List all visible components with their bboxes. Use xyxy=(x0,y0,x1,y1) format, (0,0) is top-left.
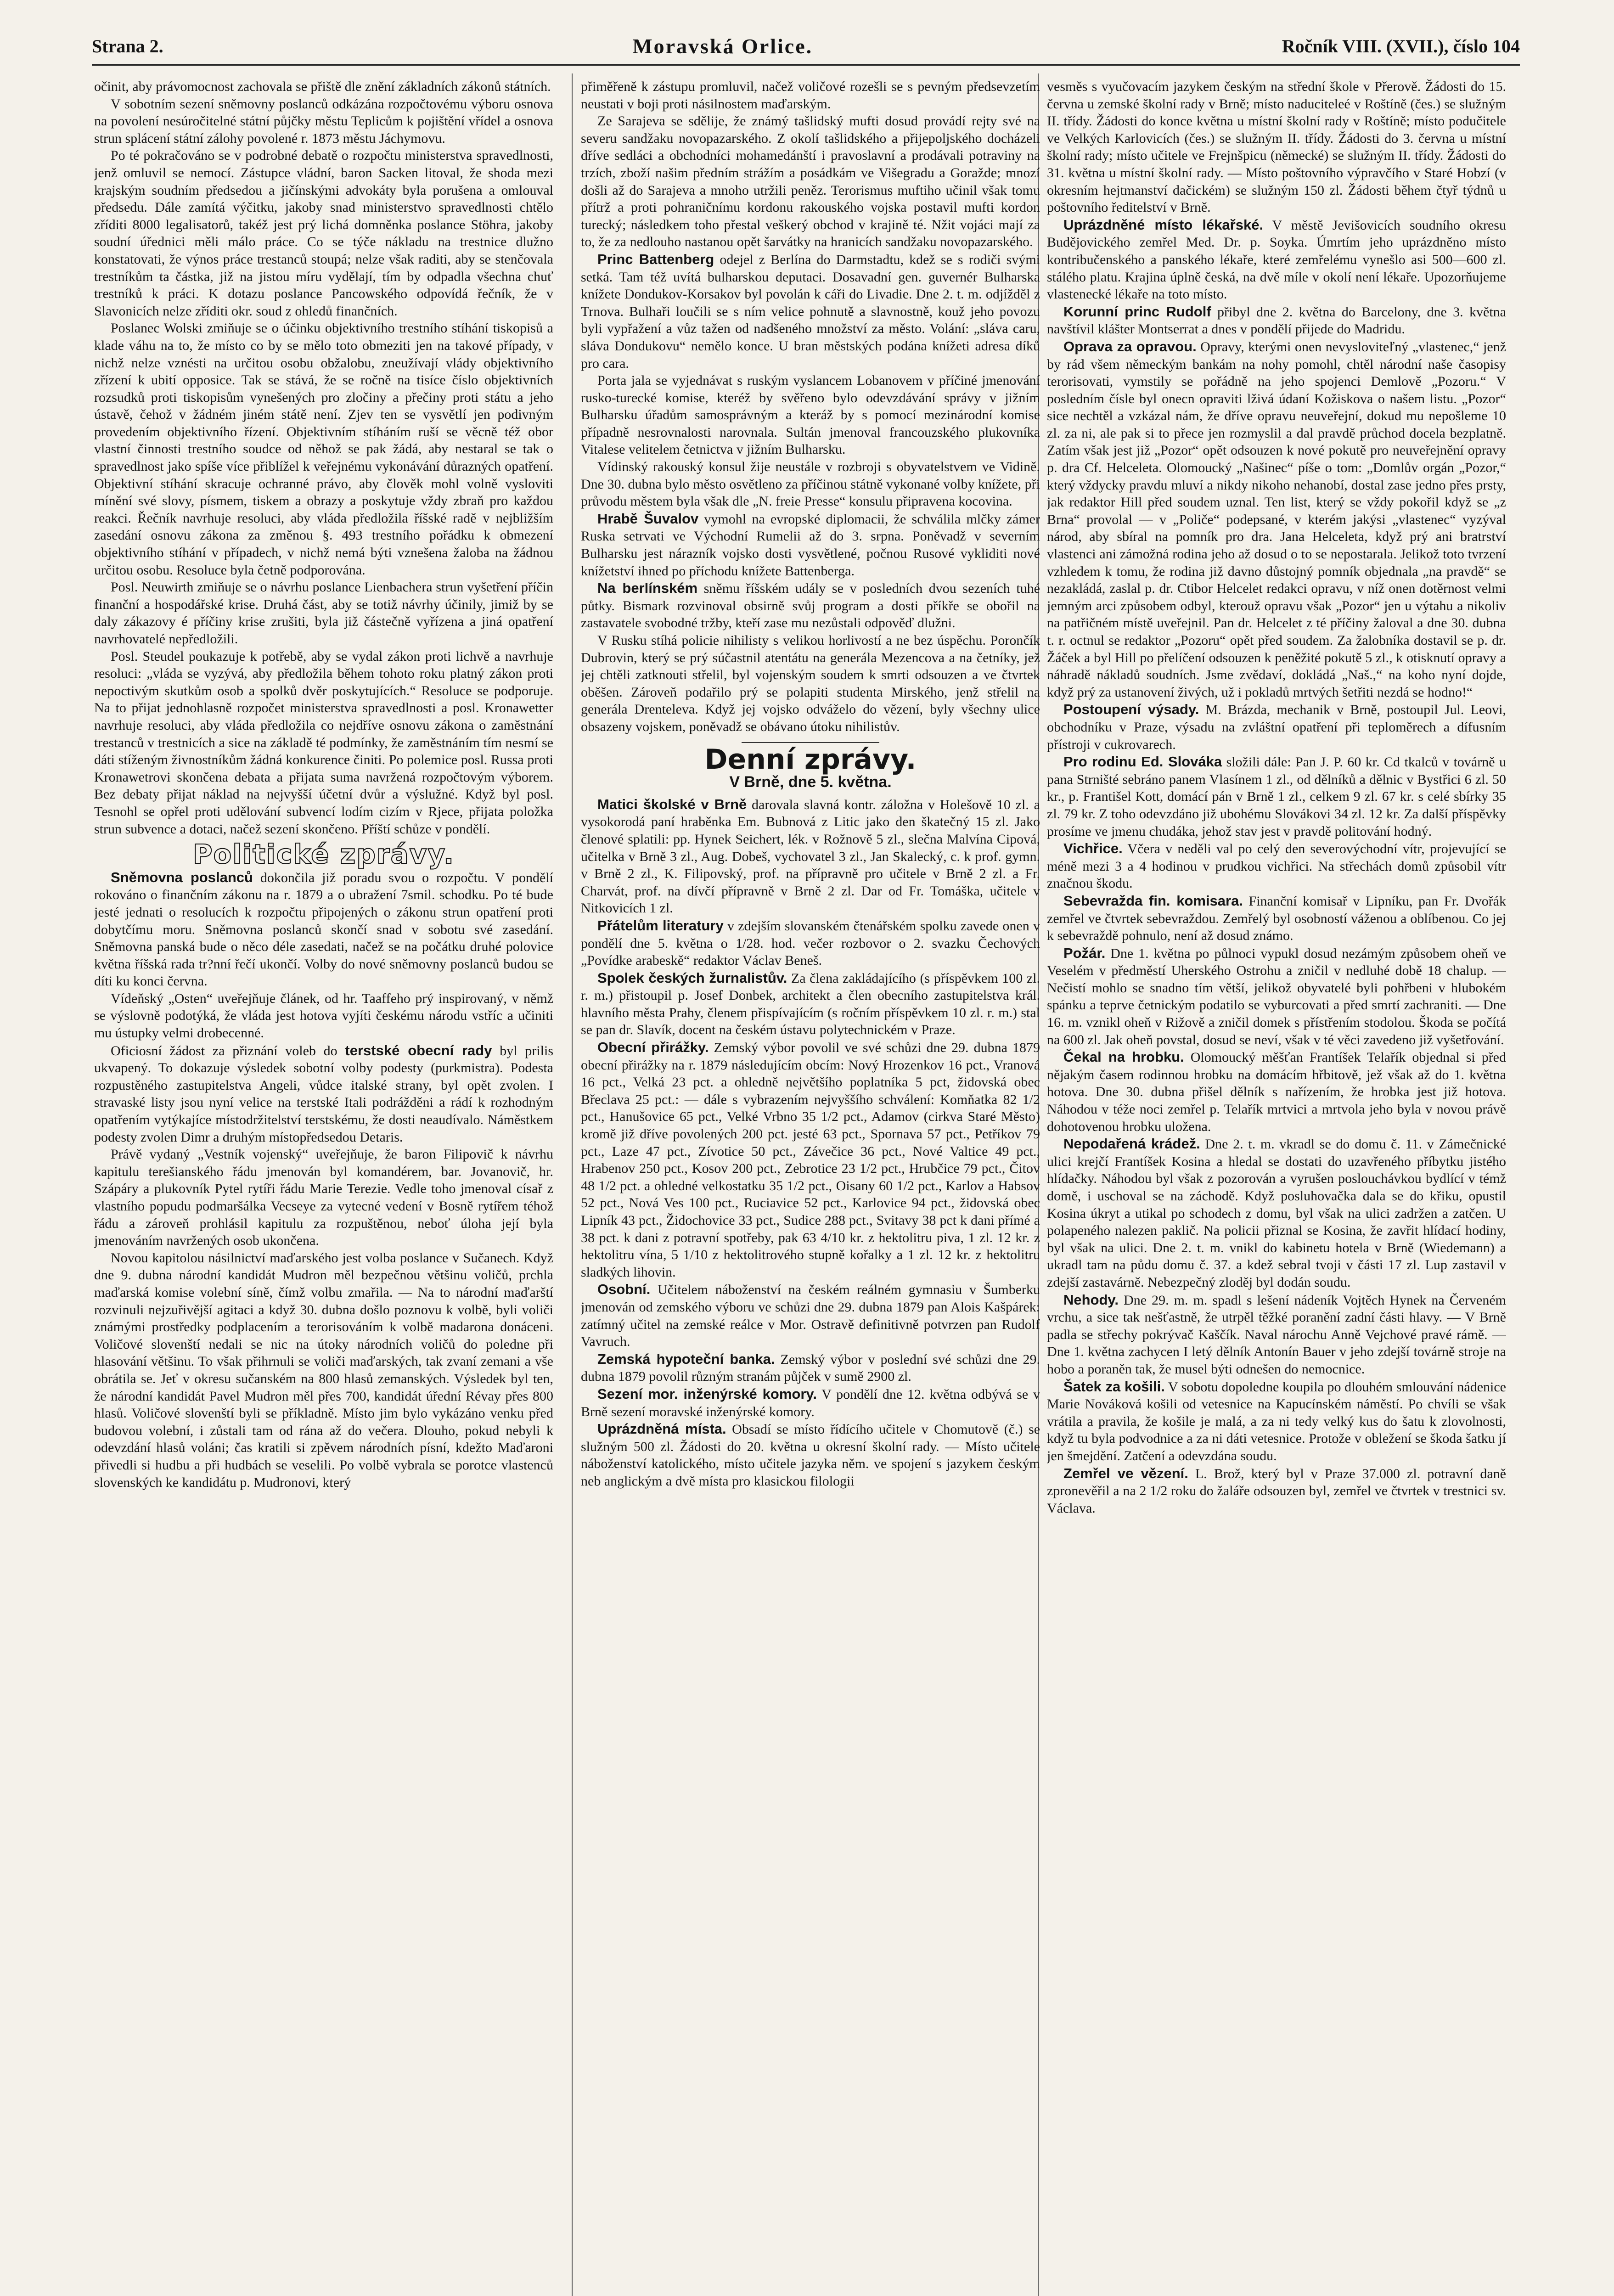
article-text: odejel z Berlína do Darmstadtu, kdež se s rodiči svými setká. Tam též uvítá bulharskou deputaci. Dosavadní gen. guvernér Bulharska knížete Dondukov-Korsakov byl povolán k cáři do Livadie. Dne 2. t. m. odjížděl z Trnova. Bulhaři loučili se s ním velice pohnutě a slavnostně, kouž jeho povozu byli vypřažení a vůz tažen od nadšeného množství za město. Volání: „sláva caru, sláva Dondukovu“ nemělo konce. U bran městských podána knížeti adresa díků pro cara. xyxy=(581,252,1040,371)
article-lead: Vichřice. xyxy=(1063,840,1123,857)
article-lead: Sebevražda fin. komisara. xyxy=(1063,892,1243,909)
article-paragraph: přiměřeně k zástupu promluvil, načež voličové rozešli se s pevným předsevzetím neustati v boji proti násilnostem maďarským. xyxy=(581,79,1040,112)
article-text: sněmu říšském udály se v posledních dvou sezeních tuhé půtky. Bismark rozvinoval obsirně svůj program a dosti příkře se obořil na zastavatele svobodné tržby, kteří zase mu nezůstali odpověď dlužni. xyxy=(581,581,1040,631)
article-text: Včera v neděli val po celý den severovýchodní vítr, projevující se méně mezi 3 a 4 hodinou v prudkou vichřici. Na střechách domů způsobil vítr značnou škodu. xyxy=(1047,841,1506,891)
article-paragraph: Posl. Steudel poukazuje k potřebě, aby se vydal zákon proti lichvě a navrhuje resoluci: „vláda se vyzývá, aby předložila během tohoto roku platný zákon proti nepoctivým skutkům osob a spolků dvěr poskytujících.“ Resoluce se podporuje. Na to přijat jednohlasně rozpočet ministerstva spravedlnosti a posl. Kronawetter navrhuje resoluci, aby vláda předložila co nejdříve osnovu zákona o zaměstnání trestanců v trestnicích a sice na základě té podmínky, že zaměstnáním tím nesmí se dáti stíženým živnostníkům žádná konkurence činiti. Po polemice posl. Russa proti Kronawetrovi skončena debata a přijata suma navržená rozpočtovým výborem. Bez debaty přijat náklad na nejvyšší účetní dvůr a výslužné. Když byl posl. Tesnohl se opřel proti udělování subvencí lodím cizím v Rjece, přijata položka strun subvence a dotaci, načež sezení skončeno. Příští schůze v pondělí. xyxy=(94,648,553,837)
article-text: přibyl dne 2. května do Barcelony, dne 3. května navštívil klášter Montserrat a dnes v pondělí přijede do Madridu. xyxy=(1047,304,1506,337)
article-text: Zemský výbor povolil ve své schůzi dne 29. dubna 1879 obecní přirážky na r. 1879 následujícím obcím: Nový Hrozenkov 16 pct., Vranová 16 pct., Velká 23 pct. a ohledně největšího poplatníka 5 pct, židovská obec Břeclava 25 pct.: — dále s vybrazením nejvyššího schválení: Komňatka 82 1/2 pct., Hanušovice 65 pct., Velké Vrbno 35 1/2 pct., Adamov (cirkva Staré Město) kromě již dříve povolených 200 pct. jesté 63 pct., Spornava 57 pct., Petříkov 79 pct., Laze 47 pct., Zívotice 50 pct., Závečice 36 pct., Nové Valtice 49 pct., Hrabenov 250 pct., Kosov 200 pct., Zebrotice 23 1/2 pct., Hrubčice 79 pct., Čitov 48 1/2 pct. a ohledné velkostatku 35 1/2 pct., Oisany 60 1/2 pct., Karlov a Habsov 52 pct., Nová Ves 100 pct., Ruciavice 52 pct., Karlovice 94 pct., židovská obec Lipník 43 pct., Židochovice 33 pct., Sudice 288 pct., Svitavy 38 pct k dani přímé a 38 pct. k dani z potravní spotřeby, pak 63 4/10 kr. z hektolitru piva, 1 zl. 12 kr. z hektolitru vína, 5 1/10 z hektolitrového stupně kořalky a 1 zl. 12 kr. z hektolitru sladkých lihovin. xyxy=(581,1040,1040,1280)
article-lead: Hrabě Šuvalov xyxy=(597,510,699,527)
article-text: vymohl na evropské diplomacii, že schválila mlčky zámer Ruska setrvati ve Východní Rumelii až do 3. srpna. Poněvadž v severním Bulharsku jest nárazník vojsko dosti vysvětlené, počnou Rusové vykliditi nové knížetství ihned po příchodu knížete Battenberga. xyxy=(581,511,1040,579)
issue-info: Ročník VIII. (XVII.), číslo 104 xyxy=(1282,35,1520,56)
article-text: L. Brož, který byl v Praze 37.000 zl. potravní daně zpronevěřil a na 2 1/2 roku do žaláře odsouzen byl, zemřel ve čtvrtek v trestnici sv. Václava. xyxy=(1047,1466,1506,1516)
article-lead: Postoupení výsady. xyxy=(1063,701,1199,718)
article-lead: Sněmovna poslanců xyxy=(111,869,253,885)
article-text: byl prilis ukvapený. To dokazuje výsledek sobotní volby podesty (purkmistra). Podesta rozpustěného zastupitelstva Angeli, vůdce italské strany, byl opět zvolen. I stravaské listy jsou nyní velice na terstské Itali podrážděni a rádí k rozhodným opatřením vytýkajíce místodržitelství terstskému, že dosti neaudívalo. Náměstkem podesty zvolen Dimr a druhým místopředsedou Detaris. xyxy=(94,1043,553,1145)
article-lead: Přátelům literatury xyxy=(597,917,724,934)
article-text: v zdejším slovanském čtenářském spolku zavede onen v pondělí dne 5. května o 1/28. hod. večer rozbovor o 2. svazku Čechových „Povídke arabeskě“ redaktor Václav Beneš. xyxy=(581,918,1040,968)
article-text: Obsadí se místo řídícího učitele v Chomutově (č.) se služným 500 zl. Žádosti do 20. května u okresní školní rady. — Místo učitele náboženství katolického, místo učitele jazyka něm. ve spojení s jazykem českým neb anglickým a dvě místa pro klasickou filologii xyxy=(581,1422,1040,1489)
article-paragraph: Ze Sarajeva se sdělije, že známý tašlidský mufti dosud provádí rejty své na severu sandžaku novopazarského. Z okolí tašlidského a přijepoljského docházeli dříve sedláci a obchodníci mohamedánští i pravoslavní a prodávali potraviny na trzích, zboží našim předním strážím a posádkám ve Višegradu a Goražde; mnozí došli až do Sarajeva a mnoho utržili peněz. Terorismus muftiho učinil však tomu přítrž a proti pohraničnímu kordonu rakouského vojska postavil mufti kordon turecký; následkem toho přestal veškerý obchod v krajině té. Nžit vojáci mají za to, že za nedlouho nastanou opět šarvátky na hranicích sandžaku novopazarského. xyxy=(581,113,1040,250)
article-text: Finanční komisař v Lipníku, pan Fr. Dvořák zemřel ve čtvrtek sebevraždou. Zemřelý byl osobností váženou a oblíbenou. Co jej k sebevraždě pohnulo, není až dosud známo. xyxy=(1047,893,1506,944)
article-text: V sobotu dopoledne koupila po dlouhém smlouvání nádenice Marie Nováková košili od vetesnice na Kapucínském náměstí. Po chvíli se však vrátila a pravila, že košile je malá, a za ni tedy velký kus do šatu k zlovolnosti, když tu byla podvodnice a za ni dáti vetesnice. Protože v obležení se škoda šatku jí jen šmejdění. Zatčení a odevzdána soudu. xyxy=(1047,1379,1506,1463)
column-3 xyxy=(1047,78,1506,2296)
article-lead: Sezení mor. inženýrské komory. xyxy=(597,1385,817,1402)
article-text: dokončila již poradu svou o rozpočtu. V pondělí rokováno o finančním zákonu na r. 1879 a o ubražení 7smil. schodku. Po té bude jesté jednati o resolucích k rozpočtu připojených o zákonu strun opatření proti dobytčímu moru. Sněmovna poslanců skončí snad v sobotu své zasedání. Sněmovna panská bude o něco déle zasedati, načež se na počátku druhé polovice května říšská rada tr?nní řečí ukončí. Volby do nové sněmovny poslanců budou se díti ku konci června. xyxy=(94,870,553,989)
article-lead: Zemřel ve vězení. xyxy=(1063,1465,1188,1481)
page-header xyxy=(92,28,1520,66)
section-heading-denni: Denní zprávy. xyxy=(704,743,917,776)
article-paragraph: Vídinský rakouský konsul žije neustále v rozbroji s obyvatelstvem ve Vidině. Dne 30. dubna bylo město osvětleno za příčinou státně vykonané volby knížete, při průvodu městem byla však dle „N. freie Presse“ konsulu připravena kocovina. xyxy=(581,459,1040,509)
column-1 xyxy=(94,78,553,2296)
article-lead: Korunní princ Rudolf xyxy=(1063,303,1211,320)
article-lead: Uprázdněná místa. xyxy=(597,1421,726,1437)
article-lead: Matici školské v Brně xyxy=(597,796,747,812)
article-text: Olomoucký měšťan Frantíšek Telařík objednal si před nějakým časem rodinnou hrobku na domácím hřbitově, jež však až do 1. května hotova. Dne 30. dubna přišel dělník s nařízením, že hrobka jest již hotova. Náhodou v téže noci zemřel p. Telařík mrtvici a mrtvola jeho byla v novou právě dohotovenou hrobku uložena. xyxy=(1047,1050,1506,1134)
page-number: Strana 2. xyxy=(92,35,163,56)
column-divider xyxy=(572,73,573,2296)
article-paragraph: Poslanec Wolski zmiňuje se o účinku objektivního trestního stíhání tiskopisů a klade váhu na to, že místo co by se mělo toto obmeziti jen na takové případy, v nichž nelze vznésti na určitou osobu obžalobu, zneužívají vlády objektivního zřízení k ubití opposice. Tak se stává, že se ročně na tisíce číslo objektivních rozsudků proti tiskopisům vynešených pro zločiny a přečiny proti státu a jeho ústavě, čehož v žádném jiném státě není. Zjev ten se vysvětlí jen podivným provedením objektivního řízení. Objektivním stíháním ruší se věcně též obor vlastní činnosti trestního soudce od něhož se pak žádá, aby nestaral se tak o spravedlnost jako spíše více přiblížel k veřejnému vykonávání důrazných opatření. Objektivní stíhání skracuje ochranné právo, aby člověk mohl volně vysloviti mínění své slovy, písmem, tiskem a obrazy a poskytuje vždy zbraň pro každou reakci. Řečník navrhuje resoluci, aby vláda předložila říšské radě v nejbližším zasedání osnovu zákona za změnou §. 493 trestního pořádku k obmezení objektivního stíhání v případech, v nichž nemá býti vznešena žaloba na žádnou určitou osobu. Resoluce byla četně podporována. xyxy=(94,321,553,578)
article-lead: Nepodařená krádež. xyxy=(1063,1136,1200,1152)
article-lead: Na berlínském xyxy=(597,580,698,597)
column-2 xyxy=(581,78,1040,2296)
article-lead: Spolek českých žurnalistův. xyxy=(597,969,787,986)
article-paragraph: očinit, aby právomocnost zachovala se přiště dle znění základních zákonů státních. xyxy=(94,79,551,94)
article-text: složili dále: Pan J. P. 60 kr. Cd tkalců v továrně u pana Strništé sebráno panem Vlasínem 1 zl., od dělníků a dělnic v Bystřici 6 zl. 50 kr., p. Františel Kott, domácí pán v Brně 1 zl., celkem 9 zl. 67 kr. s celé sbírky 35 zl. 79 kr. Z toho odevzdáno již ubohému Slovákovi 34 zl. 12 kr. Za další příspěvky prosíme ve jmenu chudáka, jehož stav jest v pravdě politování hodný. xyxy=(1047,754,1506,839)
article-lead: Obecní přirážky. xyxy=(597,1039,709,1056)
article-paragraph: Posl. Neuwirth zmiňuje se o návrhu poslance Lienbachera strun vyšetření příčin finanční a hospodářské krise. Druhá část, aby se totiž návrhy účinily, jimiž by se daly zákazovy é příčiny krise zrušiti, byla již částečně vyřízena a jiná opatření navrhovatelé nepředložili. xyxy=(94,580,553,647)
article-text: V městě Jevišovicích soudního okresu Budějovického zemřel Med. Dr. p. Soyka. Úmrtím jeho uprázdněno místo kontribučenského a panského lékaře, které zemřelému vynešlo asi 500—600 zl. stálého platu. Krajina úplně česká, na dvě míle v okolí není lékaře. Upozorňujeme vlastenecké lékaře na toto místo. xyxy=(1047,217,1506,302)
article-paragraph: Po té pokračováno se v podrobné debatě o rozpočtu ministerstva spravedlnosti, jenž omluvil se nemocí. Zástupce vládní, baron Sacken litoval, že shoda mezi krajským soudním předsedou a jičínskými advokáty byla porušena a omlouval předsedu. Dále zamítá výčitku, jakoby snad ministerstvo spravedlnosti chtělo zříditi 8000 legalisatorů, takéž jest prý lichá domněnka poslance Stöhra, jakoby soudní úřednici měli málo práce. Co se týče nákladu na trestnice dlužno konstatovati, že výnos práce trestanců stoupá; nelze však raditi, aby se stenčovala trestníkům ta částka, již na jistou míru vydělají, tím by odpadla všechna chuť trestníků k práci. K dotazu poslance Pancowského odpovídá řečník, že v Slavonicích nelze zříditi okr. soud z ohledů finančních. xyxy=(94,148,553,319)
article-lead: Pro rodinu Ed. Slováka xyxy=(1063,754,1222,770)
article-text: Opravy, kterými onen nevysloviteľný „vlastenec,“ jenž by rád všem německým bankám na nohy pomohl, chtěl národní naše časopisy terorisovati, vymstily se pořádně na jeho spojenci Demlově „Pozoru.“ V posledním čísle byl onecn opraviti lživá údaní Kožiskova o našem listu. „Pozor“ sice nechtěl a vzkázal nám, že dříve opravu neuveřejní, dokud mu nepošleme 10 zl. za ni, ale pak si to přece jen rozmyslil a dal pravdě průchod docela bezplatně. Zatím však jest již „Pozor“ opět odsouzen k nové pokutě pro neuveřejnění opravy p. dra Cf. Helceleta. Olomoucký „Našinec“ píše o tom: „Domlův orgán „Pozor,“ který vždycky pravdu mluví a nikdy nikoho nehanobí, dostal zase jedno přes prsty, jak redaktor Hill před soudem uznal. Ten list, který se vždy pokořil když se „z Brna“ provolal — v „Poliče“ podepsané, v kterém jakýsi „vlastenec“ vyzýval národ, aby sbíral na pomník pro dra. Jana Helceleta, když prý ani bratrství vlastenci ani zámožná rodina jeho až dosud o to se nepostarala. Jelikož toto tvrzení vzhledem k tomu, že rodina již davno důstojný pomník objednala „na pravdě“ se nezakládá, zaslal p. dr. Ctibor Helcelet redakci opravu, v níž onen dotěrnost velmi jemným arci způsobem odbyl, kterouž opravu však „Pozor“ jen u výtahu a nikoliv na patřičném místě uveřejnil. Pan dr. Helcelet z té příčiny žaloval a dne 30. dubna t. r. octnul se redaktor „Pozoru“ opět před soudem. Za žalobníka dostavil se p. dr. Žáček a byl Hill po přelíčení odsouzen k peněžité pokutě 5 zl., k otisknutí opravy a náhradě nákladů soudních. Jsme zvědaví, dokládá „Naš.,“ na koho nyní dojde, když prý za ustanovení živých, už i pokladů mrtvých šetřiti nezdá se hodno!“ xyxy=(1047,339,1506,700)
article-paragraph: V sobotním sezení sněmovny poslanců odkázána rozpočtovému výboru osnova na povolení nesúročitelné státní půjčky městu Teplicům k pojištění vřídel a osnova strun splácení státní zálohy povolené r. 1873 městu Jáchymovu. xyxy=(94,96,553,146)
article-lead: Osobní. xyxy=(597,1281,651,1298)
article-text: Dne 1. května po půlnoci vypukl dosud nezámým způsobem oheň ve Veselém v předměstí Uherského Ostrohu a zničil v nedluhé době 18 chalup. — Nečistí mohlo se snadno tím větší, jelikož obyvatelé byli pohřbeni v hlubokém spánku a teprve četnickým podatilo se vyburcovati a před smrtí zachraniti. — Dne 16. m. vznikl oheň v Rižově a zničil domek s přístřením stodolou. Škoda se počítá na 600 zl. Jak oheň povstal, dosud se neví, však v té věci zavedeno již vyšetřování. xyxy=(1047,945,1506,1047)
article-paragraph: Novou kapitolou násilnictví maďarského jest volba poslance v Sučanech. Když dne 9. dubna národní kandidát Mudron měl bezpečnou většinu voličů, prchla maďarská komise volební síně, čímž volbu zmařila. — Na to národní maďarští rozvinuli nejzuřivější agitaci a když 30. dubna došlo poznovu k volbě, byli voliči známými prostředky podplacením a terorisováním k volbě madarona donáceni. Voličové slovenští nedali se nic na útoky národních voličů do poledne při hlasování většinu. To však přihrnuli se voliči maďarských, tak zvaní zemani a vše obrátila se. Jeť v okresu sučanském na 800 hlasů zemanských. Výsledek byl ten, že národní kandidát Pavel Mudron měl přes 700, kandidát úřední Révay přes 800 hlasů. Voličové slovenští byli se příkladně. Místo jim bylo vykázáno venku před budovou volební, i zůstali tam od rána až do večera. Dlouho, pokud nebyli k odevzdání hlasů voláni; čas kratili si zpěvem národních písní, kdežto Maďaroni přivedli si hudbu a při hudbách se veselili. Po volbě vybrala se porotce vlastenců slovenských ke kandidátu p. Mudronovi, který xyxy=(94,1250,553,1490)
article-lead: Uprázdněné místo lékařské. xyxy=(1063,216,1264,233)
article-lead: Nehody. xyxy=(1063,1291,1119,1308)
article-lead: Princ Battenberg xyxy=(597,251,714,267)
article-text: Zemský výbor v poslední své schůzi dne 29. dubna 1879 povolil různým stranám půjček v sumě 2900 zl. xyxy=(581,1351,1040,1384)
section-heading-politicke: Politické zprávy. xyxy=(193,838,455,870)
article-lead: Čekal na hrobku. xyxy=(1063,1049,1184,1065)
article-paragraph: Právě vydaný „Vestník vojenský“ uveřejňuje, že baron Filipovič k návrhu kapitulu terešianského řádu jmenován byl komandérem, bar. Jovanovič, hr. Szápáry a plukovník Pytel rytíři řádu Marie Terezie. Vedle toho jmenoval císař z vlastního popudu podmaršálka Vecseye za vytecné vedení v Bosně rytířem téhož řádu a zároveň prohlásil kapitulu za rozpuštěnou, neboť úloha její byla jmenováním navržených osob ukončena. xyxy=(94,1147,553,1249)
dateline: V Brně, dne 5. května. xyxy=(729,773,892,791)
article-text: Dne 29. m. m. spadl s lešení nádeník Vojtěch Hynek na Červeném vrchu, a sice tak nešťastně, že utrpěl těžké poranění zadní části hlavy. — V Brně padla se střechy pokrývač Kaščík. Naval nárochu Anně Vejchové pravé rámě. — Dne 1. května zachycen I letý dělník Antonín Bauer v jeho zdejší továrně stroje na hobo a poraněn tak, že musel býti odnešen do nemocnice. xyxy=(1047,1292,1506,1377)
article-text: Dne 2. t. m. vkradl se do domu č. 11. v Zámečnické ulici krejčí Frantíšek Kosina a hledal se dostati do uzavřeného příbytku jistého hlídačky. Náhodou byl však z pozorován a vyrušen poslouchávkou bydlící v témž domě, i uschoval se na záchodě. Když posluhovačka dala se do křiku, opustil Kosina úkryt a utikal po schodech z domu, byl však na ulici zadržen a zatčen. U polapeného nalezen paklič. Na policii přiznal se Kosina, že zavřit hlídací hodiny, byl však na ulici. Dne 2. t. m. vnikl do kabinetu hotela v Brně (Wiedemann) a ukradl tam na půdu domu č. 37. a kdež sebral tvoji v části 17 zl. Lup zastavil v zdejší zastavárně. Nebezpečný zloděj byl dodán soudu. xyxy=(1047,1137,1506,1290)
article-paragraph: vesměs s vyučovacím jazykem českým na střední škole v Přerově. Žádosti do 15. června u zemské školní rady v Brně; místo naduciteleé v Roštíně (čes.) se služným II. třídy. Žádosti do konce května u místní školní rady v Roštíně; místo podučitele ve Velkých Karlovicích (čes.) se služným II. třídy. Žádosti do 3. června u místní školní rady; místo učitele ve Frejnšpicu (německé) se služným II. třídy. Žádosti do 31. května u místní školní rady. — Místo poštovního výpravčího v Staré Hobzí (v okresním hejtmanství dačickém) se služným 150 zl. Žádosti během čtyř týdnů u poštovního ředitelství v Brně. xyxy=(1047,79,1506,215)
article-paragraph: V Rusku stíhá policie nihilisty s velikou horlivostí a ne bez úspěchu. Porončík Dubrovin, který se prý súčastnil atentátu na generála Mezencova a na četníky, jež jej chtěli zatknouti střelil, byl vojenským soudem k smrti odsouzen a ve čtvrtek oběšen. Zároveň podařilo prý se polapiti studenta Mirského, jenž střelil na generála Drenteleva. Když jej vojsko odváželo do vězení, byly všechny ulice obsazeny vojskem, poněvadž se obávano útoku nihilistův. xyxy=(581,633,1040,734)
article-lead: Šatek za košili. xyxy=(1063,1378,1165,1395)
article-paragraph: Vídeňský „Osten“ uveřejňuje článek, od hr. Taaffeho prý inspirovaný, v němž se výslovně podotýká, že vláda jest hotova vyjíti českému národu vstříc a učiniti mu ústupky velmi drobecenné. xyxy=(94,990,553,1041)
article-text: Učitelem náboženství na českém reálném gymnasiu v Šumberku jmenován od zemského výboru ve schůzi dne 29. dubna 1879 pan Alois Kašpárek: zatímný učitel na zemské reálce v Mor. Ostravě definitivně potvrzen pan Rudolf Vavruch. xyxy=(581,1282,1040,1350)
article-lead: Oprava za opravou. xyxy=(1063,338,1197,355)
article-paragraph: Porta jala se vyjednávat s ruským vyslancem Lobanovem v příčiné jmenování rusko-turecké komise, kteréž by svěřeno bylo odevzdávání správy v jižním Bulharsku úřadům samosprávným a kteráž by s pomocí mezinárodní komise případně nesrovnalosti narovnala. Sultán jmenoval francouzského plukovníka Vitalese velitelem četnictva v jižním Bulharsku. xyxy=(581,373,1040,457)
article-lead: Požár. xyxy=(1063,945,1106,961)
article-lead: terstské obecní rady xyxy=(345,1042,492,1058)
article-text: darovala slavná kontr. záložna v Holešově 10 zl. a vysokorodá paní hraběnka Em. Bubnová z Litic jako den škatečný 15 zl. Jako členové splatili: pp. Hynek Seichert, lék. v Rožnově 5 zl., slečna Malvína Cipová, učitelka v Brně 3 zl., Aug. Dobeš, vychovatel 3 zl., Jan Skalecký, c. k prof. gymn. v Brně 2 zl., K. Filipovský, prof. na přípravně pro učitele v Brně 2 zl. a Fr. Charvát, prof. na dívčí přípravně v Brně 2 zl. Dar od Fr. Tomáška, učitele v Nitkovicích 1 zl. xyxy=(581,797,1040,916)
article-text: Za člena zakládajícího (s příspěvkem 100 zl. r. m.) přistoupil p. Josef Donbek, architekt a člen obecního zastupitelstva král. hlavního města Prahy, členem přispívajícím (s ročním příspěvkem 10 zl. r. m.) stal se pan dr. Slavík, docent na českém ústavu polytechnickém v Praze. xyxy=(581,970,1040,1038)
article-lead: Zemská hypoteční banka. xyxy=(597,1351,775,1367)
article-text: M. Brázda, mechanik v Brně, postoupil Jul. Leovi, obchodníku v Praze, výsadu na zvláštní opatření při teploměrech a dífusním přístroji v cukrovarech. xyxy=(1047,702,1506,752)
masthead-title: Moravská Orlice. xyxy=(632,34,813,58)
article-text: V pondělí dne 12. května odbývá se v Brně sezení moravské inženýrské komory. xyxy=(581,1386,1040,1419)
divider xyxy=(742,742,879,743)
article-text: Oficiosní žádost za přiznání voleb do xyxy=(111,1043,345,1058)
